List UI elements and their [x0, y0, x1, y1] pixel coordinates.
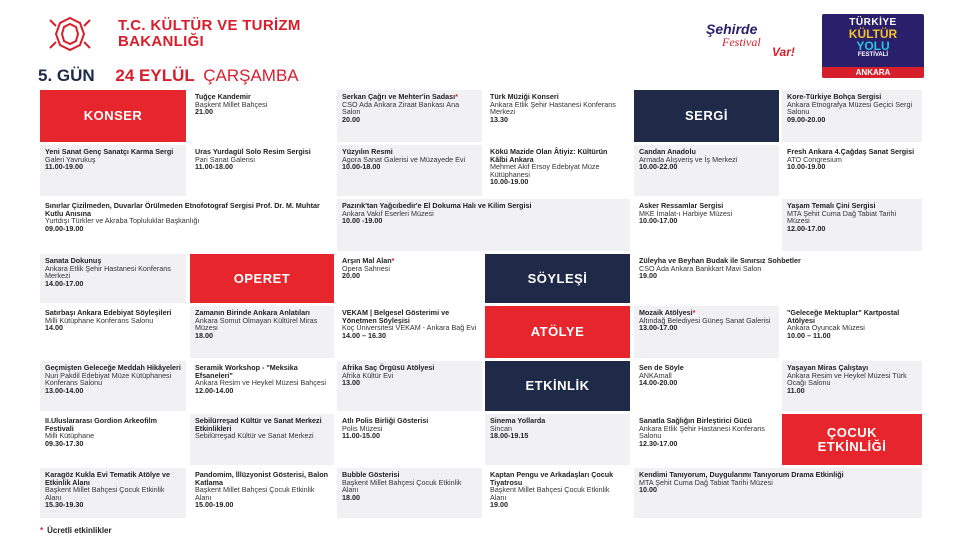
event-card [337, 468, 482, 518]
event-place: Galeri Yavrukuş [45, 154, 96, 164]
event-place: Başkent Millet Bahçesi Çocuk Etkinlik Alanı [490, 485, 610, 502]
event-time: 10.00 – 11.00 [787, 330, 831, 340]
event-card [190, 414, 334, 465]
event-title: Satırbaşı Ankara Edebiyat Söyleşileri [45, 308, 172, 317]
event-place: Ankara Vakıf Eserleri Müzesi [342, 208, 434, 218]
event-card [190, 90, 334, 142]
event-place: Ankara Oyuncak Müzesi [787, 323, 865, 333]
festival-logo [822, 14, 924, 78]
event-title: Sanatla Sağlığın Birleştirici Gücü [639, 416, 753, 425]
event-time: 12.30-17.00 [639, 438, 678, 448]
event-time: 12.00-14.00 [195, 385, 234, 395]
schedule-grid [40, 90, 922, 518]
category-etkinlik: ETKİNLİK [485, 361, 630, 411]
festival-logo-city: ANKARA [822, 67, 924, 78]
event-card [337, 306, 482, 358]
event-title: Zamanın Birinde Ankara Anlatıları [195, 308, 310, 317]
event-card [485, 90, 630, 142]
event-card [190, 361, 334, 411]
event-place: Milli Kütüphane [45, 431, 95, 441]
event-card [485, 414, 630, 465]
festival-logo-fest: FESTİVALİ [857, 52, 889, 58]
category-konser: KONSER [40, 90, 186, 142]
event-title: Pazırık'tan Yağcıbedir'e El Dokuma Halı ve Kilim Sergisi [342, 201, 532, 210]
event-card [634, 414, 779, 465]
event-title: Yaşam Temalı Çini Sergisi [787, 201, 876, 210]
event-place: Sebilürreşad Kültür ve Sanat Merkezi [195, 431, 314, 441]
category-atolye: ATÖLYE [485, 306, 630, 358]
event-title: Bubble Gösterisi [342, 470, 400, 479]
event-title: Geçmişten Geleceğe Meddah Hikâyeleri [45, 363, 181, 372]
event-title: Karagöz Kukla Evi Tematik Atölye ve Etkinlik Alanı [45, 470, 171, 487]
event-place: Ankara Etlik Şehir Hastanesi Konferans Merkezi [490, 99, 616, 117]
event-place: Afrika Kültür Evi [342, 370, 394, 380]
event-card [782, 361, 922, 411]
event-place: Opera Sahnesi [342, 263, 390, 273]
event-time: 10.00-18.00 [342, 162, 381, 172]
event-title: Seramik Workshop - "Meksika Efsaneleri" [195, 363, 298, 380]
event-place: Başkent Millet Bahçesi Çocuk Etkinlik Alanı [45, 485, 165, 502]
event-card [634, 306, 779, 358]
event-title: Mozaik Atölyesi [639, 308, 693, 317]
event-card [634, 199, 779, 251]
event-card [40, 414, 186, 465]
event-place: Başkent Millet Bahçesi Çocuk Etkinlik Alanı [342, 477, 462, 495]
event-title: Pandomim, İllüzyonist Gösterisi, Balon Katlama [195, 470, 328, 487]
event-time: 09.00-20.00 [787, 114, 826, 124]
event-place: ATO Congresium [787, 154, 842, 164]
event-time: 11.00-15.00 [342, 431, 380, 441]
event-time: 18.00-19.15 [490, 431, 529, 441]
event-place: Milli Kütüphane Konferans Salonu [45, 315, 154, 325]
event-title: Kökü Mazide Olan Âtiyiz: Kültürün Kâlbi Ankara [490, 147, 608, 164]
event-place: Ankara Etlik Şehir Hastanesi Konferans Merkezi [45, 263, 171, 281]
category-cocuk-line2: ETKİNLİĞİ [817, 438, 887, 454]
event-title: Türk Müziği Konseri [490, 92, 559, 101]
ministry-emblem-icon [40, 14, 100, 58]
event-place: ANKAmall [639, 370, 672, 380]
event-title: VEKAM | Belgesel Gösterimi ve Yönetmen Söyleşisi [342, 308, 450, 325]
event-place: Başkent Millet Bahçesi [195, 99, 268, 109]
footnote [40, 526, 112, 535]
event-place: Armada Alışveriş ve İş Merkezi [639, 154, 738, 164]
event-place: Başkent Millet Bahçesi Çocuk Etkinlik Alanı [195, 485, 315, 502]
paid-asterisk: * [455, 92, 458, 101]
event-card [337, 361, 482, 411]
event-card [782, 306, 922, 358]
event-time: 09.30-17.30 [45, 438, 84, 448]
event-time: 20.00 [342, 271, 360, 281]
event-place: Nuri Pakdil Edebiyat Müze Kütüphanesi Konferans Salonu [45, 370, 172, 388]
event-time: 13.00-17.00 [639, 323, 678, 333]
festival-logo-mid2: YOLU [856, 39, 890, 53]
event-time: 10.00 -19.00 [342, 216, 383, 226]
event-time: 14.00-17.00 [45, 278, 84, 288]
event-title: Sanata Dokunuş [45, 256, 102, 265]
event-place: MTA Şehit Cuma Dağ Tabiat Tarihi Müzesi [787, 208, 897, 226]
event-place: Ankara Etlik Şehir Hastanesi Konferans Salonu [639, 423, 765, 441]
ministry-line2: BAKANLIĞI [118, 33, 205, 50]
event-title: Sen de Söyle [639, 363, 684, 372]
event-time: 20.00 [342, 114, 360, 124]
event-title: Tuğçe Kandemir [195, 92, 251, 101]
event-title: Sinema Yollarda [490, 416, 546, 425]
event-card [40, 254, 186, 303]
footnote-text: Ücretli etkinlikler [47, 526, 112, 535]
event-title: Arşın Mal Alan [342, 256, 392, 265]
event-card [337, 414, 482, 465]
category-operet: OPERET [190, 254, 334, 303]
event-time: 13.00 [342, 378, 360, 388]
event-card [634, 145, 779, 196]
event-title: Yüzyılın Resmi [342, 147, 393, 156]
day-date: 24 EYLÜL [115, 66, 195, 85]
event-place: Altındağ Belediyesi Güneş Sanat Galerisi [639, 315, 771, 325]
event-card [190, 468, 334, 518]
event-card [634, 361, 779, 411]
festival-logo-top: TÜRKİYE [849, 17, 897, 28]
event-time: 10.00-19.00 [787, 162, 826, 172]
event-title: Uras Yurdagül Solo Resim Sergisi [195, 147, 311, 156]
event-place: CSO Ada Ankara Ziraat Bankası Ana Salon [342, 99, 460, 117]
event-place: Ankara Resim ve Heykel Müzesi Bahçesi [195, 378, 327, 388]
event-card [40, 306, 186, 358]
festival-logo-mid: KÜLTÜR [848, 27, 898, 41]
event-title: Kore-Türkiye Bohça Sergisi [787, 92, 882, 101]
event-title: Afrika Saç Örgüsü Atölyesi [342, 363, 435, 372]
event-title: Yaşayan Miras Çalıştayı [787, 363, 869, 372]
event-card [40, 468, 186, 518]
event-title: Züleyha ve Beyhan Budak ile Sınırsız Sohbetler [639, 256, 801, 265]
event-card [40, 199, 334, 251]
day-number: 5. GÜN [38, 66, 95, 85]
event-place: Pari Sanat Galerisi [195, 154, 255, 164]
event-time: 19.00 [639, 271, 657, 281]
event-title: Sebilürreşad Kültür ve Sanat Merkezi Etkinlikleri [195, 416, 322, 433]
event-time: 14.00 [45, 323, 63, 333]
event-card [485, 145, 630, 196]
event-place: Yurtdışı Türkler ve Akraba Topluluklar Başkanlığı [45, 216, 200, 226]
event-title: Kendimi Tanıyorum, Duygularımı Tanıyorum Drama Etkinliği [639, 470, 844, 479]
event-place: Ankara Somut Olmayan Kültürel Miras Müzesi [195, 315, 318, 333]
day-heading [38, 66, 299, 86]
event-card [782, 90, 922, 142]
paid-asterisk: * [692, 308, 696, 317]
ministry-line1: T.C. KÜLTÜR VE TURİZM [118, 17, 301, 34]
event-time: 18.00 [342, 492, 360, 502]
event-time: 10.00-17.00 [639, 216, 678, 226]
event-time: 11.00-19.00 [45, 162, 83, 172]
event-title: "Geleceğe Mektuplar" Kartpostal Atölyesi [787, 308, 900, 325]
event-time: 14.00 – 16.30 [342, 330, 386, 340]
event-place: Ankara Resim ve Heykel Müzesi Türk Ocağı Salonu [787, 370, 907, 388]
event-card [485, 468, 630, 518]
paid-asterisk: * [391, 256, 395, 265]
event-time: 18.00 [195, 330, 213, 340]
event-card [337, 199, 630, 251]
event-time: 10.00-19.00 [490, 177, 529, 187]
sehirde-festival-var-logo [700, 20, 810, 60]
event-card [40, 145, 186, 196]
event-place: Sincan [490, 423, 512, 433]
sehirde-line1: Şehirde [706, 21, 758, 37]
event-card [337, 145, 482, 196]
event-time: 15.30-19.30 [45, 500, 84, 510]
event-place: Ankara Etnografya Müzesi Geçici Sergi Salonu [787, 99, 913, 117]
paid-asterisk: * [40, 526, 44, 535]
event-card [634, 468, 922, 518]
event-time: 14.00-20.00 [639, 378, 678, 388]
category-cocuk-etkinligi [782, 414, 922, 465]
event-place: CSO Ada Ankara Bankkart Mavi Salon [639, 263, 762, 273]
event-place: Koç Üniversitesi VEKAM - Ankara Bağ Evi [342, 323, 477, 333]
event-time: 13.00-14.00 [45, 385, 84, 395]
event-card [190, 306, 334, 358]
event-card [337, 254, 482, 303]
event-card [190, 145, 334, 196]
event-time: 19.00 [490, 500, 508, 510]
event-time: 21.00 [195, 107, 213, 117]
event-time: 09.00-19.00 [45, 223, 84, 233]
category-sergi: SERGİ [634, 90, 779, 142]
event-time: 15.00-19.00 [195, 500, 234, 510]
day-weekday: ÇARŞAMBA [203, 66, 299, 85]
event-time: 12.00-17.00 [787, 223, 826, 233]
event-title: Serkan Çağrı ve Mehter'in Sadası [342, 92, 456, 101]
event-title: Candan Anadolu [639, 147, 696, 156]
event-card [782, 199, 922, 251]
event-title: Kaptan Pengu ve Arkadaşları Çocuk Tiyatrosu [490, 470, 614, 487]
event-card [634, 254, 922, 303]
event-place: Mehmet Akif Ersoy Edebiyat Müze Kütüphanesi [490, 162, 600, 179]
category-soylesi: SÖYLEŞİ [485, 254, 630, 303]
event-time: 10.00 [639, 485, 657, 495]
event-title: Sınırlar Çizilmeden, Duvarlar Örülmeden Etnofotograf Sergisi Prof. Dr. M. Muhtar Kutlu Anısına [45, 201, 320, 218]
event-time: 11.00 [787, 385, 805, 395]
event-title: II.Uluslararası Gordion Arkeofilm Festivali [45, 416, 157, 433]
event-place: MTA Şehit Cuma Dağ Tabiat Tarihi Müzesi [639, 477, 773, 487]
event-card [40, 361, 186, 411]
event-title: Asker Ressamlar Sergisi [639, 201, 724, 210]
event-place: Agora Sanat Galerisi ve Müzayede Evi [342, 154, 466, 164]
event-title: Fresh Ankara 4.Çağdaş Sanat Sergisi [787, 147, 915, 156]
event-time: 11.00-18.00 [195, 162, 233, 172]
event-place: MKE İmalat-ı Harbiye Müzesi [639, 208, 733, 218]
event-title: Atlı Polis Birliği Gösterisi [342, 416, 429, 425]
event-place: Polis Müzesi [342, 423, 383, 433]
ministry-name [118, 18, 301, 50]
event-card [337, 90, 482, 142]
event-time: 13.30 [490, 114, 508, 124]
sehirde-line2: Festival [722, 35, 761, 49]
event-title: Yeni Sanat Genç Sanatçı Karma Sergi [45, 147, 174, 156]
event-card [782, 145, 922, 196]
sehirde-line3: Var! [772, 45, 795, 59]
event-time: 10.00-22.00 [639, 162, 678, 172]
category-cocuk-line1: ÇOCUK [826, 424, 878, 440]
